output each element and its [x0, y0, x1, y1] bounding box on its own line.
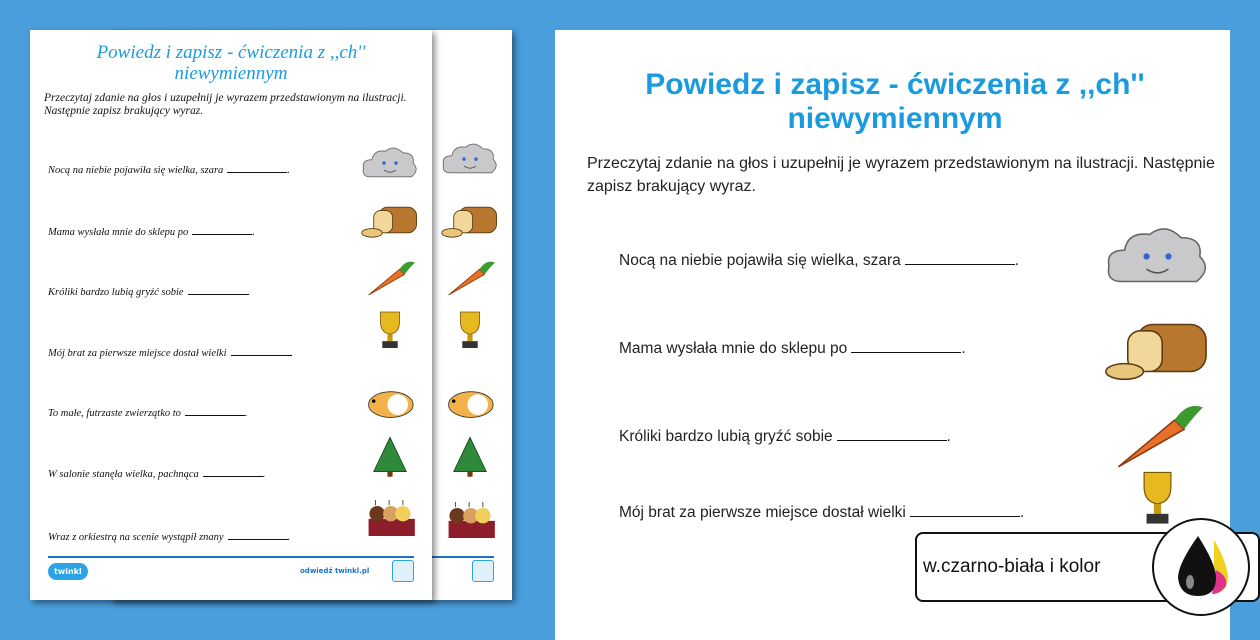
sentence-item: Mój brat za pierwsze miejsce dostał wielki .: [619, 504, 1025, 521]
worksheet-title: Powiedz i zapisz - ćwiczenia z ,,ch'' niewymiennym: [96, 42, 366, 84]
christmas-tree-icon: [440, 435, 500, 479]
bread-icon: [440, 198, 500, 242]
sentence-item: Mama wysłała mnie do sklepu po .: [48, 227, 255, 238]
answer-blank: [837, 440, 947, 441]
sentence-text: To małe, futrzaste zwierzątko to: [48, 408, 181, 419]
sentence-text: Króliki bardzo lubią gryźć sobie: [48, 287, 184, 298]
footer-site: odwiedź twinkl.pl: [300, 567, 370, 575]
badge-label: w.czarno-biała i kolor: [923, 556, 1101, 577]
ink-drops-icon: [1152, 518, 1250, 616]
sentence-item: Króliki bardzo lubią gryźć sobie .: [619, 428, 951, 445]
bread-icon: [360, 198, 420, 242]
answer-blank: [227, 172, 287, 173]
christmas-tree-icon: [360, 435, 420, 479]
carrot-icon: [360, 255, 420, 299]
trophy-icon: [440, 308, 500, 352]
sentence-text: Wraz z orkiestrą na scenie wystąpił znany: [48, 532, 224, 543]
sentence-item: Nocą na niebie pojawiła się wielka, szara .: [48, 165, 290, 176]
guinea-pig-icon: [360, 380, 420, 424]
trophy-icon: [360, 308, 420, 352]
worksheet-instructions: Przeczytaj zdanie na głos i uzupełnij je wyrazem przedstawionym na ilustracji. Następnie zapisz brakujący wyraz.: [44, 92, 407, 117]
answer-blank: [910, 516, 1020, 517]
worksheet-instructions: Przeczytaj zdanie na głos i uzupełnij je wyrazem przedstawionym na ilustracji. Następnie zapisz brakujący wyraz.: [587, 155, 1215, 195]
sentence-text: Mama wysłała mnie do sklepu po: [619, 340, 848, 357]
cloud-icon: [1095, 222, 1220, 294]
cloud-icon: [440, 138, 500, 182]
sentence-text: Nocą na niebie pojawiła się wielka, szara: [619, 252, 901, 269]
sentence-item: To małe, futrzaste zwierzątko to .: [48, 408, 248, 419]
twinkl-logo: twinkl: [48, 563, 88, 580]
sentence-item: W salonie stanęła wielka, pachnąca .: [48, 469, 266, 480]
sentence-item: Króliki bardzo lubią gryźć sobie .: [48, 287, 251, 298]
twinkl-badge-icon: [472, 560, 494, 582]
sentence-text: Nocą na niebie pojawiła się wielka, szara: [48, 165, 224, 176]
sentence-item: Nocą na niebie pojawiła się wielka, szara .: [619, 252, 1020, 269]
sentence-text: Mój brat za pierwsze miejsce dostał wielki: [48, 348, 227, 359]
worksheet-header: [575, 68, 1215, 198]
answer-blank: [185, 415, 245, 416]
answer-blank: [231, 355, 291, 356]
answer-blank: [192, 234, 252, 235]
answer-blank: [228, 539, 288, 540]
answer-blank: [851, 352, 961, 353]
worksheet-title: Powiedz i zapisz - ćwiczenia z ,,ch'' niewymiennym: [645, 68, 1145, 135]
guinea-pig-icon: [440, 380, 500, 424]
sentence-text: W salonie stanęła wielka, pachnąca: [48, 469, 199, 480]
twinkl-badge-icon: [392, 560, 414, 582]
sentence-text: Króliki bardzo lubią gryźć sobie: [619, 428, 833, 445]
worksheet-header: [44, 42, 418, 118]
choir-icon: [360, 496, 420, 540]
worksheet-page-bw: [30, 30, 432, 600]
carrot-icon: [440, 255, 500, 299]
choir-icon: [440, 498, 500, 542]
sentence-item: Mama wysłała mnie do sklepu po .: [619, 340, 966, 357]
cloud-icon: [360, 142, 420, 186]
answer-blank: [203, 476, 263, 477]
sentence-text: Mój brat za pierwsze miejsce dostał wielki: [619, 504, 906, 521]
footer-divider: [48, 556, 414, 558]
bread-icon: [1095, 312, 1220, 384]
sentence-item: Wraz z orkiestrą na scenie wystąpił znany .: [48, 532, 291, 543]
carrot-icon: [1095, 398, 1220, 470]
answer-blank: [905, 264, 1015, 265]
sentence-text: Mama wysłała mnie do sklepu po: [48, 227, 189, 238]
sentence-item: Mój brat za pierwsze miejsce dostał wielki .: [48, 348, 294, 359]
answer-blank: [188, 294, 248, 295]
